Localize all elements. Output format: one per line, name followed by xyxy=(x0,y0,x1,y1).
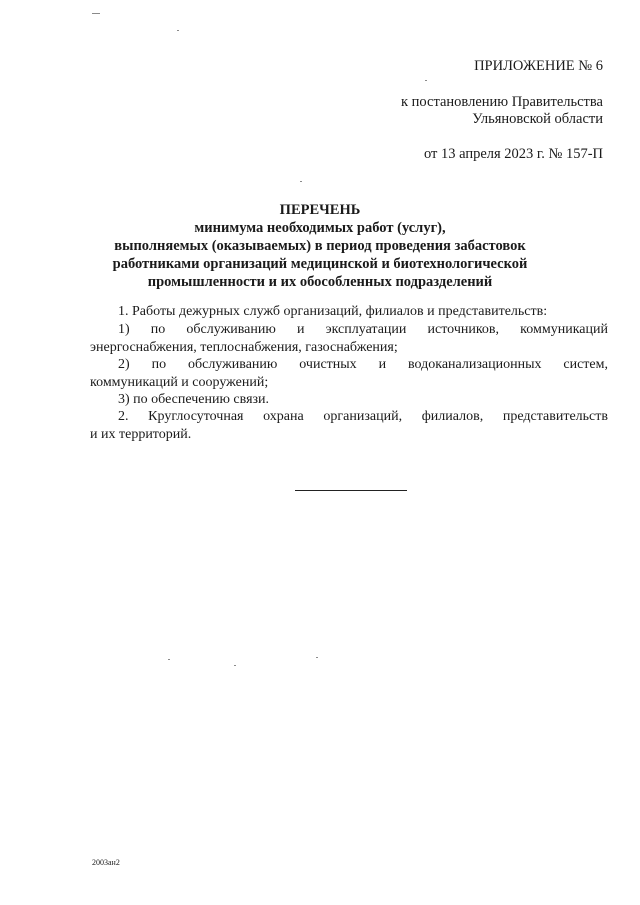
scan-speck xyxy=(92,13,100,14)
resolution-date-number: от 13 апреля 2023 г. № 157-П xyxy=(423,146,603,162)
list-item: 1. Работы дежурных служб организаций, филиалов и представительств: xyxy=(118,304,548,319)
document-title: ПЕРЕЧЕНЬ xyxy=(279,202,361,218)
list-item: 2. Круглосуточная охрана организаций, филиалов, представительств xyxy=(118,409,608,424)
list-item-continuation: и их территорий. xyxy=(90,427,192,442)
document-code: 2003ан2 xyxy=(92,858,120,867)
scan-speck xyxy=(300,181,302,182)
scan-speck xyxy=(316,657,318,658)
list-item-continuation: энергоснабжения, теплоснабжения, газоснабжения; xyxy=(90,340,398,355)
region-name: Ульяновской области xyxy=(472,111,603,127)
document-subtitle-line: выполняемых (оказываемых) в период проведения забастовок xyxy=(114,238,526,254)
scan-speck xyxy=(177,30,179,31)
document-subtitle-line: промышленности и их обособленных подразделений xyxy=(147,274,493,290)
scan-speck xyxy=(234,665,236,666)
appendix-label: ПРИЛОЖЕНИЕ № 6 xyxy=(474,58,603,74)
document-subtitle-line: работниками организаций медицинской и биотехнологической xyxy=(112,256,528,272)
document-subtitle-line: минимума необходимых работ (услуг), xyxy=(194,220,446,236)
resolution-reference: к постановлению Правительства xyxy=(401,94,603,110)
scan-speck xyxy=(168,659,170,660)
end-divider xyxy=(295,490,407,491)
scan-speck xyxy=(425,80,427,81)
list-item: 1) по обслуживанию и эксплуатации источников, коммуникаций xyxy=(118,322,608,337)
list-item: 2) по обслуживанию очистных и водоканализационных систем, xyxy=(118,357,608,372)
list-item-continuation: коммуникаций и сооружений; xyxy=(90,375,269,390)
list-item: 3) по обеспечению связи. xyxy=(118,392,270,407)
